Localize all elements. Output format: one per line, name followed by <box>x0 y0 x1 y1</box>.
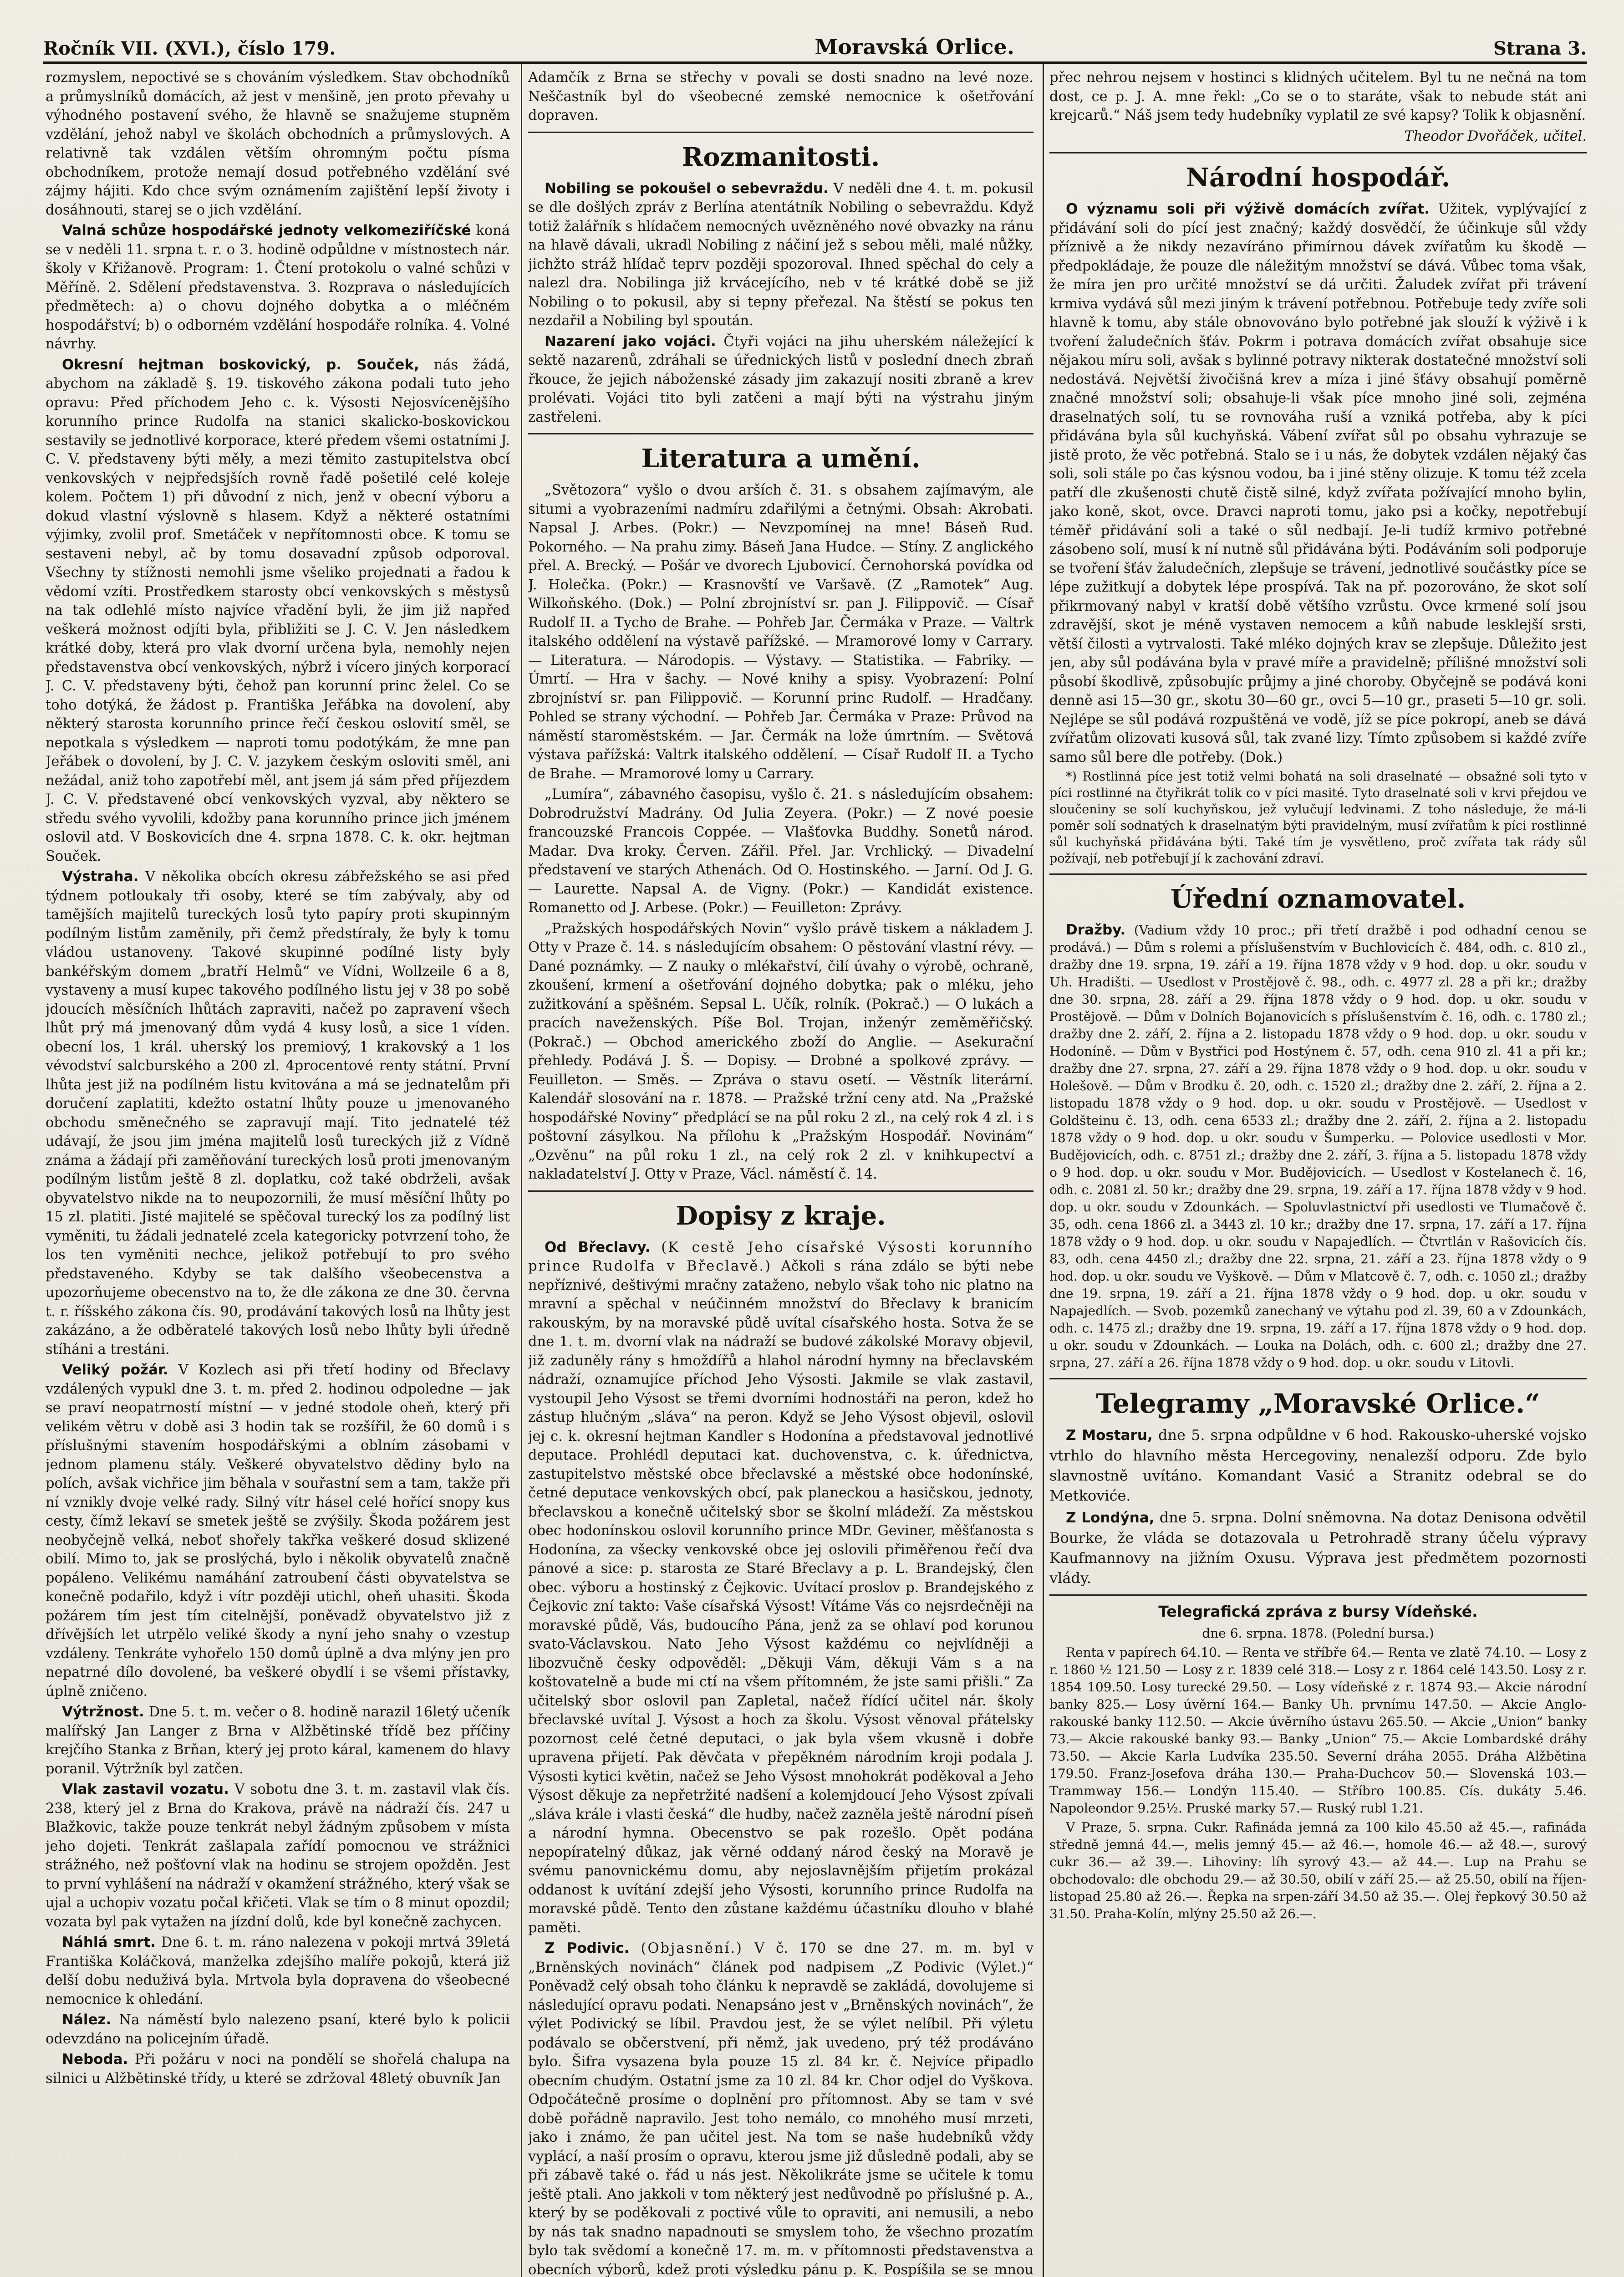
item-heading: O významu soli při výživě domácích zvířat. <box>1066 201 1430 217</box>
item-text: Dne 6. t. m. ráno nalezena v pokoji mrtvá 39letá Františka Koláčková, manželka zdejšího malíře pokojů, která již delší dobu neduživá byla. Mrtvola byla dopravena do všeobecné nemocnice k ohledání. <box>46 1935 510 2007</box>
item-heading: Náhlá smrt. <box>62 1934 156 1950</box>
news-item <box>46 221 510 354</box>
news-item <box>46 356 510 866</box>
item-text: V Kozlech asi při třetí hodiny od Břeclavy vzdálených vypukl dne 3. t. m. před 2. hodinou odpoledne — jak se praví neopatrností místní — v jedné stodole oheň, který při velikém větru v době asi 3 hodin tak se rozšířil, že 60 domů i s příslušnými stavením hospodářskými a oblním zásobami v jednom plamenu stály. Veškeré obyvatelstvo dědiny bylo na polích, avšak vichřice jim běhala v souřastní sem a tam, takže při ní vznikly dvoje velké rady. Silný vítr hásel celé hořící snopy kus cesty, čímž lekaví se smetek ještě se zvýšily. Škoda požárem jest neobyčejně velká, neboť shořely takřka veškeré dosud sklizené obilí. Mimo to, jak se proslýchá, bylo i několik obyvatelů značně popáleno. Velikému namáhání zatroubení části obyvatelstva se konečně podařilo, když i vítr později utichl, oheň uhasiti. Škoda požárem tím jest tím citelnější, poněvadž obyvatelstvo již z dřívějších let utrpělo veliké škody a nyní jeho snahy o vzestup vzdáleny. Tenkráte vyhořelo 150 domů úplně a dva mlýny jen pro nepatrné dílo dovolené, ba veškeré obydlí i se všemi přístavky, úplně zničeno. <box>46 1362 510 1700</box>
news-item <box>1049 921 1587 1372</box>
bursa-report: Renta v papírech 64.10. — Renta ve stříbře 64.— Renta ve zlatě 74.10. — Losy z r. 1860 ½ 121.50 — Losy z r. 1839 celé 318.— Losy z r. 1864 celé 143.50. Losy z r. 1854 109.50. Losy turecké 29.50. — Losy vídeňské z r. 1874 93.— Akcie národní banky 825.— Losy úvěrní 164.— Banky Uh. prvnímu 147.50. — Akcie Anglo-rakouské banky 112.50. — Akcie úvěrního ústavu 265.50. — Akcie „Union“ banky 73.— Akcie rakouské banky 93.— Banky „Union“ 75.— Akcie Lombardské dráhy 73.50. — Akcie Karla Ludvíka 235.50. Severní dráha 2055. Dráha Alžbětina 179.50. Franz-Josefova dráha 130.— Praha-Duchcov 50.— Slovenská 103.— Trammway 156.— Londýn 115.40. — Stříbro 100.85. Cís. dukáty 5.46. Napoleondor 9.25½. Pruské marky 57.— Ruský rubl 1.21. <box>1049 1645 1587 1816</box>
item-heading: Výtržnost. <box>62 1704 144 1720</box>
telegram-block <box>1049 1425 1587 1588</box>
section-title-bursa: Telegrafická zpráva z bursy Vídeňské. <box>1158 1603 1478 1620</box>
article-paragraph: Adamčík z Brna se střechy v povali se dosti snadno na levé noze. Neščastník byl do všeobecné zemské nemocnice k ošetřování dopraven. <box>528 70 1033 123</box>
item-subtitle: (K cestě Jeho císařské Výsosti korunního prince Rudolfa v Břeclavě.) <box>528 1239 1033 1274</box>
news-item <box>528 179 1033 331</box>
author-signature: Theodor Dvořáček, učitel. <box>1404 128 1587 144</box>
item-subtitle: (Objasnění.) <box>641 1940 743 1956</box>
article-paragraph: rozmyslem, nepoctivé se s chováním výsledkem. Stav obchodníků a průmyslníků domácích, až jest v menšině, jen proto převahy u výhodného postavení svého, že hlavně se snažujeme stupněm vzdělání, jehož nabyl ve školách obchodních a průmyslových. A relativně tak vzdálen větším ohromným počtu písma obchodníkem, protože nemají dosud potřebného vzdělání své zájmy hájiti. Kdo chce svým oznámením zajištění lepší životy i dosáhnouti, starej se o jich vzdělání. <box>46 70 510 218</box>
header-rule <box>43 61 1587 64</box>
item-text: Při požáru v noci na pondělí se shořelá chalupa na silnici u Alžbětinské třídy, u které se zdržoval 48letý obuvník Jan <box>46 2052 510 2087</box>
item-heading: Výstraha. <box>62 868 139 885</box>
news-item <box>528 332 1033 427</box>
article-paragraph: „Lumíra“, zábavného časopisu, vyšlo č. 21. s následujícím obsahem: Dobrodružství Madrány. Od Julia Zeyera. (Pokr.) — Z nové poesie francouzské Francois Coppée. — Vlašťovka Buddhy. Sonetů národ. Madar. Dva kroky. Červen. Zářil. Přel. Jar. Vrchlický. — Divadelní představení ve starých Athenách. Od O. Hostinského. — Jarní. Od J. G. — Laurette. Napsal A. de Vigny. (Pokr.) — Kandidát existence. Romanetto od J. Arbese. (Pokr.) — Feuilleton: Zprávy. <box>528 786 1033 916</box>
column-2 <box>528 68 1033 2277</box>
column-3 <box>1049 68 1587 2277</box>
section-divider <box>1049 1594 1587 1596</box>
news-item <box>46 1703 510 1778</box>
section-divider <box>528 132 1033 133</box>
item-text: V č. 170 se dne 27. m. m. byl v „Brněnských novinách“ článek pod nadpisem „Z Podivic (Výlet.)“ Poněvadž celý obsah toho článku k nepravdě se zakládá, dovolujeme si následující opravu podati. Nenapsáno jest v „Brněnských novinách“, že výlet Podivický se líbil. Pravdou jest, že se výlet nelíbil. Při výletu podávalo se občerstvení, při němž, jak uvedeno, prý též prodáváno bylo. Šifra vysazena byla pouze 15 zl. 84 kr. č. Nejvíce připadlo obecním chudým. Ostatní jsme za 10 zl. 84 kr. Chor odjel do Vyškova. Odpočátečně prosíme o doplnění pro přítomnost. Aby se tam v své době pořádně napravilo. Jest toho nemálo, co mnohého musí mrzeti, jako i známo, že pan učitel jest. Na tom se naše hudebníků vždy vyplácí, a naší prosím o opravu, kterou jsme již důsledně podali, aby se při zábavě také o. řád u nás jest. Několikráte jsme se učitele k tomu ještě ptali. Ano jakkoli v tom některý jest nedůvodně po příslušné p. A., který by se poděkovali z poctivé vůle to opraviti, ani nemusili, a nebo by nás tak snadno napadnouti se smyslem toho, že všechno prozatím bylo tak svědomí a konečně 17. m. m. v přítomnosti představenstva a obecních výborů, kdež proti výsledku pánu p. K. Pospíšila se se mnou <box>528 1940 1033 2277</box>
item-heading: Od Břeclavy. <box>545 1239 651 1256</box>
section-title-literatura: Literatura a umění. <box>641 444 921 474</box>
news-item <box>528 1238 1033 1938</box>
item-heading: Veliký požár. <box>62 1362 168 1378</box>
article-paragraph: „Pražských hospodářských Novin“ vyšlo právě tiskem a nákladem J. Otty v Praze č. 14. s následujícím obsahem: O pěstování vlastní révy. — Dané poznámky. — Z nauky o mlékařství, čilí úvahy o výrobě, ochraně, zkoušení, krmení a ošetřování dojného dobytka; pak o mléku, jeho zužitkování a spěšném. Sepsal L. Učík, rolník. (Pokrač.) — O lukách a pracích naveženských. Píše Bol. Trojan, inženýr zeměměřičský. (Pokrač.) — Obchod amerického zboží do Anglie. — Asekurační přehledy. Podává J. Š. — Dopisy. — Drobné a spolkové zprávy. — Feuilleton. — Směs. — Zpráva o stavu osetí. — Věstník literární. Kalendář slosování na r. 1878. — Pražské tržní ceny atd. Na „Pražské hospodářské Noviny“ předplácí se na půl roku 2 zl., na celý rok 4 zl. i s poštovní zásylkou. Na přílohu k „Pražským Hospodář. Novinám“ „Ozvěnu“ na půl roku 1 zl., na celý rok 2 zl. v knihkupectví a nakladatelství J. Otty v Praze, Václ. náměstí č. 14. <box>528 920 1033 1182</box>
section-title-dopisy: Dopisy z kraje. <box>676 1200 886 1231</box>
item-text: dne 5. srpna. Dolní sněmovna. Na dotaz Denisona odvětil Bourke, že vláda se dotazovala u Petrohradě strany účelu výpravy Kaufmannovy na jižním Oxusu. Výprava jest předmětem pozornosti vlády. <box>1049 1509 1587 1587</box>
news-item <box>1049 200 1587 767</box>
market-report: V Praze, 5. srpna. Cukr. Rafináda jemná za 100 kilo 45.50 až 45.—, rafináda středně jemná 44.—, melis jemný 45.— až 46.—, homole 46.— až 48.—, surový cukr 36.— až 39.—. Lihoviny: líh syrový 43.— až 44.—. Lup na Prahu se obchodovalo: dle obchodu 29.— až 30.50, obilí v září 25.— až 25.50, obilí na říjen-listopad 25.80 až 26.—. Řepka na srpen-září 34.50 až 35.—. Olej řepkový 30.50 až 31.50. Praha-Kolín, mlýny 25.50 až 26.—. <box>1049 1820 1587 1921</box>
item-heading: Z Podivic. <box>545 1940 630 1956</box>
paper-title: Moravská Orlice. <box>815 35 1014 59</box>
news-item <box>46 868 510 1359</box>
article-paragraph: „Světozora“ vyšlo o dvou arších č. 31. s obsahem zajímavým, ale situmi a vyobrazeními nadmíru zdařilými a četnými. Obsah: Akrobati. Napsal J. Arbes. (Pokr.) — Nevzpomínej na mne! Báseň Rud. Pokorného. — Na prahu zimy. Báseň Jana Hudce. — Stíny. Z anglického přel. A. Brecký. — Pošár ve dvorech Ljubovicí. Černohorská povídka od J. Holečka. (Pokr.) — Krasnovští ve Varšavě. (Z „Ramotek“ Aug. Wilkoňského. (Dok.) — Polní zbrojníství sr. pan J. Filippovič. — Císař Rudolf II. a Tycho de Brahe. — Pohřeb Jar. Čermáka v Praze. — Valtrk italského oddělení na výstavě pařížské. — Mramorové lomy v Carrary. — Literatura. — Národopis. — Výstavy. — Statistika. — Fabriky. — Úmrtí. — Hra v šachy. — Nové knihy a spisy. Vyobrazení: Polní zbrojníství sr. pan Filippovič. — Korunní princ Rudolf. — Hradčany. Pohled se strany východní. — Pohřeb Jar. Čermáka v Praze: Průvod na náměstí staroměstském. — Jar. Čermák na lože úmrtním. — Světová výstava pařížská: Valtrk italského oddělení. — Císař Rudolf II. a Tycho de Brahe. — Mramorové lomy u Carrary. <box>528 482 1033 782</box>
news-item <box>46 2011 510 2048</box>
item-text: V několika obcích okresu zábřežského se asi před týdnem potloukaly tři osoby, které se tím zabývaly, aby od tamějších majitelů tureckých losů tyto papíry proti skupinným podílným listům zaměnily, při čemž předstíraly, že byly k tomu vládou ustanoveny. Takové skupinné podílné listy byly bankéřským domem „bratří Helmů“ ve Vídni, Wollzeile 6 a 8, vystaveny a musí kupec takového podílného listu jej v 38 po sobě jdoucích měsíčních lhůtách zapraviti, načež po zapravení všech lhůt prý má jmenovaný dům vydá 4 kusy losů, a sice 1 víden. obecní los, 1 král. uherský los premiový, 1 krakovský a 1 los vévodství salcburského a 200 zl. 4procentové renty státní. První lhůta jest již na podílném listu kvitována a má se jednatelům při doručení zaplatiti, kdežto ostatní lhůty pouze u jmenovaného obchodu směnečného se zapravují mají. Tito jednatelé též udávají, že jsou jim jména majitelů losů tureckých již z Vídně známa a žádají při zaměňování tureckých losů proti jmenovaným podílným listům ještě 8 zl. doplatku, což také obdrželi, avšak obyvatelstvo nikde na to neupozornili, že musí měsíční lhůty po 15 zl. platiti. Jisté majitelé se spěčoval turecký los za podílný list vyměniti, tu žádali jednatelé zcela kategoricky potvrzení toho, že los ten vyměniti nechce, jelikož potřebují to pro svého představeného. Kdyby se tak dalšího všeobecenstva a upozorňujeme obecenstvo na to, že dle zákona ze dne 30. června t. r. říšského zákona čís. 90, prodávání takových losů na lhůty jest zakázáno, a že odběratelé takových losů nebo lhůty byli úředně stíháni a trestáni. <box>46 869 510 1358</box>
item-text: V sobotu dne 3. t. m. zastavil vlak čís. 238, který jel z Brna do Krakova, právě na nádraží čís. 247 u Blažkovic, takže pouze tenkrát nebyl žádným způsobem v místa jeho dojeti. Tenkrát zašlapala zařídí pomocnou ve strážnici strážného, než pošťovní vlak na hodinu se strojem opožděn. Jest to první vyhlášení na nádraží v okamžení strážného, který však se ujal a uchopiv vozatu počal křičeti. Vlak se tím o 8 minut opozdil; vozata byl pak vytažen na jízdní dolů, kde byl konečně zachycen. <box>46 1782 510 1930</box>
item-text: (Vadium vždy 10 proc.; při třetí dražbě i pod odhadní cenou se prodává.) — Dům s rolemi a příslušenstvím v Buchlovicích č. 484, odh. c. 810 zl., dražby dne 19. srpna, 19. září a 19. října 1878 vždy v 9 hod. dop. u okr. soudu v Uh. Hradišti. — Usedlost v Prostějově č. 98., odh. c. 4977 zl. 28 a při kr.; dražby dne 30. srpna, 28. září a 29. října 1878 vždy o 9 hod. dop. u okr. soudu v Prostějově. — Dům v Dolních Bojanovicích s příslušenstvím č. 16, odh. c. 1780 zl.; dražby dne 2. září, 2. října a 2. listopadu 1878 vždy o 9 hod. dop. u okr. soudu v Hodoníně. — Dům v Bystřici pod Hostýnem č. 57, odh. cena 910 zl. 41 a při kr.; dražby dne 27. srpna, 27. září a 29. října 1878 vždy o 9 hod. dop. u okr. soudu v Holešově. — Dům v Brodku č. 20, odh. c. 1520 zl.; dražby dne 2. září, 2. října a 2. listopadu 1878 vždy o 9 hod. dop. u okr. soudu v Prostějově. — Usedlost v Goldšteinu č. 13, odh. cena 6533 zl.; dražby dne 2. září, 2. října a 2. listopadu 1878 vždy o 9 hod. dop. u okr. soudu v Šumperku. — Polovice usedlosti v Mor. Budějovicích, odh. c. 8751 zl.; dražby dne 2. září, 3. října a 5. listopadu 1878 vždy o 9 hod. dop. u okr. soudu v Mor. Budějovicích. — Usedlost v Kostelanech č. 16, odh. c. 2081 zl. 50 kr.; dražby dne 29. srpna, 19. září a 17. října 1878 vždy v 9 hod. dop. u okr. soudu v Zdounkách. — Spoluvlastnictví při usedlosti ve Tlumačově č. 35, odh. cena 1866 zl. a 3443 zl. 10 kr.; dražby dne 17. srpna, 17. září a 17. října 1878 vždy o 9 hod. dop. u okr. soudu v Napajedlích. — Čtvrtlán v Rašovicích čís. 83, odh. cena 4450 zl.; dražby dne 22. srpna, 21. září a 23. října 1878 vždy o 9 hod. dop. u okr. soudu ve Vyškově. — Dům v Mlatcově č. 7, odh. c. 1050 zl.; dražby dne 19. srpna, 19. září a 21. října 1878 vždy o 9 hod. dop. u okr. soudu v Napajedlích. — Svob. pozemků zanechaný ve výtahu pod zl. 39, 60 a v Zdounkách, odh. c. 1475 zl.; dražby dne 19. srpna, 19. září a 17. října 1878 vždy o 9 hod. dop. u okr. soudu v Zdounkách. — Louka na Dolách, odh. c. 600 zl.; dražby dne 27. srpna, 27. září a 26. října 1878 vždy o 9 hod. dop. u okr. soudu v Litovli. <box>1049 923 1587 1370</box>
section-divider <box>1049 873 1587 875</box>
news-item <box>46 2050 510 2088</box>
item-heading: Neboda. <box>62 2051 128 2068</box>
section-divider <box>528 433 1033 434</box>
section-divider <box>1049 152 1587 153</box>
issue-number: Ročník VII. (XVI.), číslo 179. <box>43 38 336 59</box>
telegram-item <box>1049 1425 1587 1506</box>
item-heading: Nález. <box>62 2012 112 2028</box>
news-item <box>46 1361 510 1701</box>
item-heading: Z Londýna, <box>1066 1510 1155 1526</box>
item-text: koná se v neděli 11. srpna t. r. o 3. hodině odpůldne v místnostech nár. školy v Křižanově. Program: 1. Čtení protokolu o valné schůzi v Měříně. 2. Sdělení představenstva. 3. Rozprava o následujících předmětech: a) o chovu dojného dobytka a o mléčném hospodářství; b) o odborném vzdělání hospodáře rolníka. 4. Volné návrhy. <box>46 223 510 352</box>
item-heading: Dražby. <box>1066 922 1126 938</box>
section-title-uredni-oznamovatel: Úřední oznamovatel. <box>1170 884 1466 914</box>
item-text: Dne 5. t. m. večer o 8. hodině narazil 16letý učeník malířský Jan Langer z Brna v Alžbětinské třídě bez příčiny krejčího Stanka z Brňan, který jej proto káral, kamenem do hlavy poranil. Výtržník byl zatčen. <box>46 1704 510 1777</box>
column-divider <box>521 64 522 2277</box>
item-text: Užitek, vyplývající z přidávání soli do pící jest značný; každý dosvědčí, že účinkuje sůl vždy příznivě a že nikdy nezavíráno přimírnou dávek zvířatům ku škodě — předpokládaje, že pouze dle náležitým množství se dává. Vůbec toma však, že míra jen pro určité množství se dá určiti. Žaludek zvířat při trávení krmiva vydává sůl mezi jiným k trávení potřebnou. Potřebuje tedy zvíře soli hlavně k tomu, aby stále obnovováno bylo potřebné jak slouží k výživě i k tvoření žaludečních šťáv. Pokrm i potrava domácích zvířat obsahuje sice nějakou míru soli, avšak s bylinné potravy nikterak dostatečné množství soli nedostává. Největší živočišná krev a míza i jiné šťávy obsahují poměrně značné množství soli; obsahuje-li však píce mnoho jiné soli, zejména draselnatých solí, tu se rovnováha ruší a vzniká potřeba, aby k píci přidávána byla sůl kuchyňská. Vábení zvířat sůl po obsahu vyhrazuje se jistě proto, že věc potřebná. Stalo se i u nás, že dobytek vzdálen nějaký čas soli, soli stále po čas kýsnou vodou, ba i jiné stěny olizuje. K tomu též zcela patří dle zkušenosti chutě čistě silné, když zvířata požívající mnoho bylin, jako koně, skot, ovce. Dravci naproti tomu, jako psi a kočky, nepotřebují téměř přidávání soli a také o sůl nedbají. Je-li tudíž krmivo potřebné zásobeno solí, musí k ní nutně sůl přidávána býti. Podáváním soli podporuje se tvoření šťáv žaludečních, zlepšuje se trávení, jednotlivé součástky píce se lépe zužitkují a dobytek lépe prospívá. Tak na př. pozorováno, že skot solí přikrmovaný nabyl v kratší době většího vzrůstu. Ovce krmené solí jsou zdravější, skot je méně vystaven nemocem a kůň nabude lesklejší srsti, větší čilosti a vytrvalosti. Také mléko dojných krav se zlepšuje. Důležito jest jen, aby sůl podávána byla v pravé míře a pravidelně; přílišné množství soli působí škodlivě, způsobujíc průjmy a jiné choroby. Obyčejně se podává koni denně asi 15—30 gr., skotu 30—60 gr., ovci 5—10 gr., praseti 5—10 gr. soli. Nejlépe se sůl podává rozpuštěná ve vodě, jíž se píce pokropí, aneb se dává zvířatům olizovati kusová sůl, tak zvané lizy. Tímto způsobem si každé zvíře samo sůl bere dle potřeby. (Dok.) <box>1049 201 1587 766</box>
item-heading: Nobiling se pokoušel o sebevraždu. <box>545 180 829 197</box>
item-heading: Nazarení jako vojáci. <box>545 333 716 350</box>
news-item <box>46 1780 510 1931</box>
item-heading: Okresní hejtman boskovický, p. Souček, <box>62 356 419 373</box>
item-text: V neděli dne 4. t. m. pokusil se dle došlých zpráv z Berlína atentátník Nobiling o sebevraždu. Když totiž žalářník s hlídačem nemocných uvězněného nové obvazky na ránu na hlavě dávali, ukradl Nobiling z náčiní jež s sebou měli, malé nůžky, jichžto stráž hlídač teprv později spozoroval. Ihned spěchal do cely a nalezl dra. Nobilinga již krvácejícího, neb v té krátké době se již Nobiling o to pokusil, aby si tepny přeřezal. Na štěstí se pokus ten nezdařil a Nobiling byl spoután. <box>528 180 1033 329</box>
item-text: dne 5. srpna odpůldne v 6 hod. Rakousko-uherské vojsko vtrhlo do hlavního města Hercegoviny, nenalezší odporu. Zde bylo slavnostně uvítáno. Komandant Vasić a Stranitz odebral se do Metkoviće. <box>1049 1426 1587 1504</box>
section-title-telegramy: Telegramy „Moravské Orlice.“ <box>1096 1388 1540 1419</box>
item-text: Na náměstí bylo nalezeno psaní, které bylo k policii odevzdáno na policejním úřadě. <box>46 2012 510 2047</box>
bursa-date: dne 6. srpna. 1878. (Polední bursa.) <box>1202 1626 1434 1641</box>
section-title-rozmanitosti: Rozmanitosti. <box>682 142 880 172</box>
column-divider <box>1043 64 1044 2277</box>
item-heading: Vlak zastavil vozatu. <box>62 1781 229 1797</box>
item-text: Ačkoli s rána zdálo se býti nebe nepříznivé, deštivými mračny zataženo, nebylo však toho nic platno na mravní a spěchal v neúčinném množství do Břeclavy k branicím rakouským, by na moravské půdě uvítal císařského hosta. Sotva že se dne 1. t. m. dvorní vlak na nádraží se budové zákolské Moravy objevil, již zaduněly rány s hmoždířů a hlahol národní hymny na břeclavském nádraží, oznamujíce příchod Jeho Výsosti. Jakmile se vlak zastavil, vystoupil Jeho Výsost se třemi dvorními hodnostáři na peron, kdež ho zástup hlučným „sláva“ na peron. Když se Jeho Výsost objevil, oslovil jej c. k. okresní hejtman Kandler s Hodonína a představoval jednotlivé deputace. Prohlédl deputaci kat. duchovenstva, c. k. úřednictva, zastupitelstvo městské obce břeclavské a městské obce hodonínské, četné deputace venkovských obcí, pak planeckou a hasičskou, jednoty, břeclavskou a konečně učitelský sbor se školní mládeží. Za městskou obec hodonínskou oslovil korunního prince MDr. Geviner, měšťanosta s Hodonína, za všecky venkovské obce jej oslovili přiměřenou řečí dva pánové a sice: p. starosta ze Staré Břeclavy a p. L. Brandejský, člen obec. výboru a hostinský z Čejkovic. Uvítací proslov p. Brandejského z Čejkovic zní takto: Vaše císařská Výsost! Vítáme Vás co nejsrdečněji na moravské půdě, Vás, budoucího Pána, jenž za se ohlaví pod korunou svato-Václavskou. Nato Jeho Výsost každému co nejvlídněji a libozvučně česky odpověděl: „Děkuji Vám, děkuji Vám s a na koštovatelně a bude mi ctí na všem přítomném, že jste sami přišli.“ Za učitelský sbor oslovil pan Zapletal, načež řídící učitel nár. školy břeclavské uvítal J. Výsost a hoch za školu. Výsost věnoval přátelsky pozornost celé četné deputaci, o jak byla všem vkusně i dobře upravena přijetí. Pak děvčata v přepěkném národním kroji podala J. Výsosti kytici květin, načež se Jeho Výsost mnohokrát poděkoval a Jeho Výsost děkuje za nepřetržité nadšení a kolemjdoucí Jeho Výsost zpívali „sláva krále i vlasti česká“ dle hudby, načež zazněla ještě národní píseň a národní hymna. Obecenstvo se pak rozešlo. Opět podána nepopíratelný důkaz, jak věrné oddaný národ český na Moravě je svému panovnickému domu, aby nejoslavnějším přijetím prokázal oddanost k uvítání zdejší jeho Výsosti, korunního prince Rudolfa na moravské půdě. Tento den zůstane každému účastníku dlouho v blahé paměti. <box>528 1258 1033 1936</box>
page-number: Strana 3. <box>1493 38 1587 59</box>
item-heading: Z Mostaru, <box>1066 1427 1153 1444</box>
section-divider <box>528 1190 1033 1192</box>
news-item <box>46 1933 510 2009</box>
article-paragraph: přec nehrou nejsem v hostinci s klidných učitelem. Byl tu ne nečná na tom dost, ce p. J. A. mne řekl: „Co se o to staráte, však to nebude stát ani krejcarů.“ Náš jsem tedy hudebníky vyplatil ze své kapsy? Tolik k objasnění. <box>1049 70 1587 123</box>
telegram-item <box>1049 1507 1587 1588</box>
footnote: *) Rostlinná píce jest totiž velmi bohatá na soli draselnaté — obsažné soli tyto v píci rostlinné na čtyřikrát tolik co v píci masité. Tyto draselnaté soli v krvi přejdou ve sloučeniny se solí kuchyňskou, jež vylučují ledvinami. Z toho následuje, že má-li poměr solí sodnatých k draselnatým býti pravidelným, musí zvířatům k píci rostlinné sůl kuchyňská přidávána býti. Také tím je vysvětleno, proč zvířata tak rády sůl požívají, neb potřebují jí k zachování zdraví. <box>1049 770 1587 866</box>
item-text: nás žádá, abychom na základě §. 19. tiskového zákona podali tuto jeho opravu: Před příchodem Jeho c. k. Výsosti Nejosvícenějšího korunního prince Rudolfa na stanici skalicko-boskovickou sestavily se jednotlivé korporace, které předem všemi ostatními J. C. V. představeny býti měly, a mezi těmito zastupitelstva obcí venkovských v nejpředsjších rovně řadě pošetilé celé koleje kolem. Počtem 1) při důvodní z nich, jenž v obecní výboru a dokud vlastní výslovně s hlasem. Když a některé ostatními výjimky, zvolil prof. Smetáček v nepřítomnosti obce. K tomu se sestaveni nebyl, ač by tomu dosavadní způsob odporoval. Všechny ty stížnosti nemohli jsme všeliko projednati a řadou k vědomí vzíti. Prostředkem starosty obcí venkovských s městysů na tak odlehlé místo najvíce vřadění byli, že jim již napřed veškerá možnost odjíti byla, přibližiti se J. C. V. Jen následkem krátké doby, která pro vlak dvorní určena byla, nemohly nejen představenstva obcí venkovských, nýbrž i vícero jiných korporací J. C. V. představeny býti, čehož pan korunní princ želel. Co se toho dotýká, že žádost p. Františka Jeřábka na dovolení, aby některý starosta korunního prince řečí českou oslovití směl, se nepotkala s výsledkem — naproti tomu podotýkám, že mne pan Jeřábek o dovolení, by J. C. V. jazykem českým osloviti směl, ani nežádal, aniž toho zapotřebí měl, ant jsem já sám před příjezdem J. C. V. představené obcí venkovských vyzval, aby některo se středu svého vyvolili, kdožby pana korunního prince jich jménem oslovil atd. V Boskovicích dne 4. srpna 1878. C. k. okr. hejtman Souček. <box>46 357 510 864</box>
column-1 <box>46 68 510 2277</box>
section-divider <box>1049 1378 1587 1379</box>
item-text: Čtyři vojáci na jihu uherském náležející k sektě nazarenů, zdráhali se úřednických listů v poslední dnech zbraň řkouce, že jejich náboženské zásady jim zakazují nositi zbraně a krev prolévati. Vojáci tito byli zatčeni a mají býti na výstrahu jiným zastřeleni. <box>528 333 1033 425</box>
section-title-narodni-hospodar: Národní hospodář. <box>1186 163 1451 193</box>
item-heading: Valná schůze hospodářské jednoty velkomeziříčské <box>62 222 471 239</box>
masthead <box>43 27 1587 59</box>
news-item <box>528 1939 1033 2277</box>
